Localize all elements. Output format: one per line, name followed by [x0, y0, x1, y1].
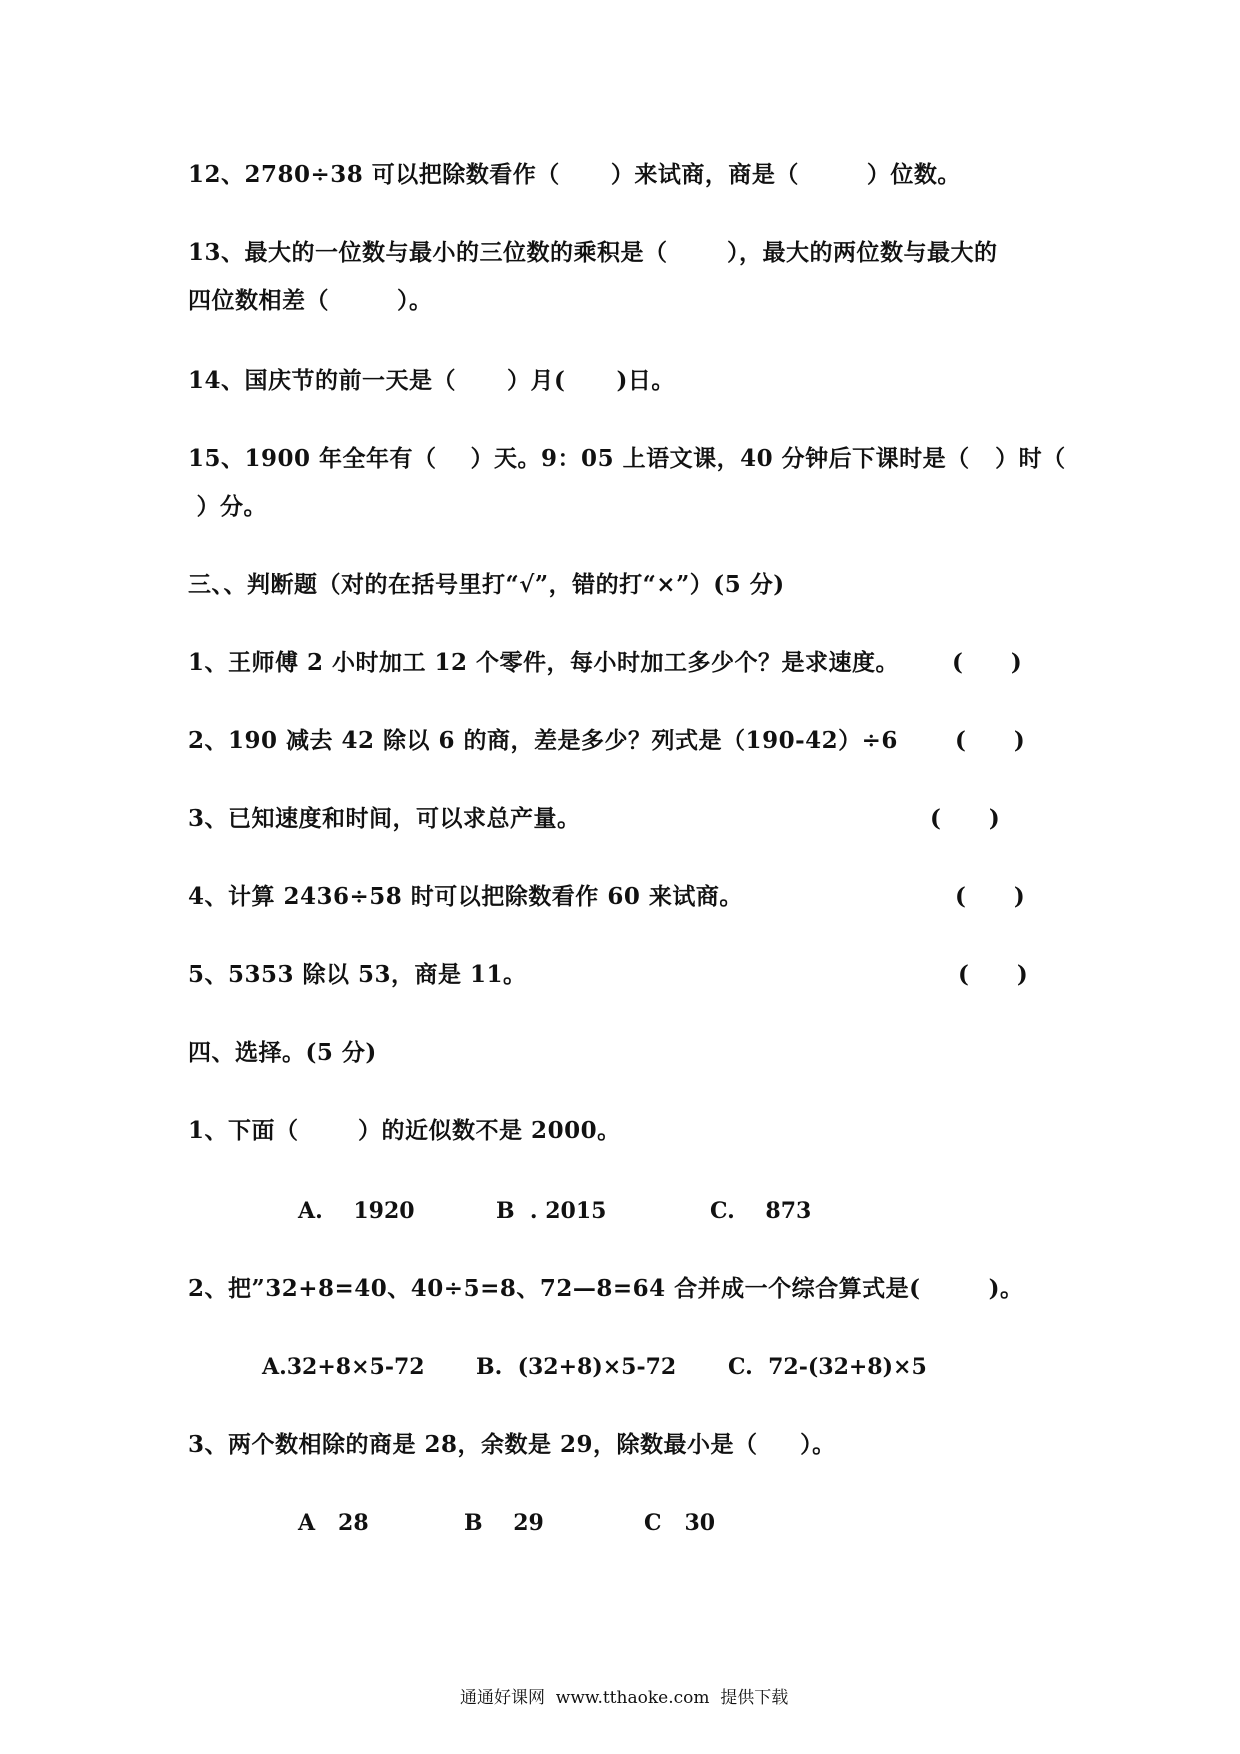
- question-15-line-1: 15、1900 年全年有（ ）天。9：05 上语文课，40 分钟后下课时是（ ）时（: [188, 445, 1066, 472]
- choice-heading: 四、选择。(5 分): [188, 1039, 377, 1066]
- choice-2-option-a: A.32+8×5-72: [262, 1354, 425, 1380]
- judgement-item-4: 4、计算 2436÷58 时可以把除数看作 60 来试商。: [188, 883, 743, 910]
- choice-3-option-b: B 29: [464, 1510, 544, 1536]
- judgement-answer-blank-2: ( ): [955, 727, 1025, 754]
- choice-1-option-b: B . 2015: [496, 1198, 607, 1224]
- question-13-line-1: 13、最大的一位数与最小的三位数的乘积是（ ），最大的两位数与最大的: [188, 239, 998, 266]
- question-14: 14、国庆节的前一天是（ ）月( )日。: [188, 367, 675, 394]
- footer-credit: 通通好课网 www.tthaoke.com 提供下载: [460, 1688, 789, 1708]
- judgement-answer-blank-4: ( ): [955, 883, 1025, 910]
- question-13-line-2: 四位数相差（ ）。: [188, 287, 433, 314]
- judgement-answer-blank-5: ( ): [958, 961, 1028, 988]
- choice-question-2: 2、把”32+8=40、40÷5=8、72—8=64 合并成一个综合算式是( )。: [188, 1275, 1024, 1302]
- judgement-item-3: 3、已知速度和时间，可以求总产量。: [188, 805, 581, 832]
- choice-2-option-c: C. 72-(32+8)×5: [728, 1354, 927, 1380]
- choice-2-option-b: B. (32+8)×5-72: [476, 1354, 677, 1380]
- judgement-item-5: 5、5353 除以 53，商是 11。: [188, 961, 527, 988]
- choice-question-3: 3、两个数相除的商是 28，余数是 29，除数最小是（ ）。: [188, 1431, 836, 1458]
- choice-3-option-a: A 28: [298, 1510, 369, 1536]
- choice-1-option-c: C. 873: [710, 1198, 812, 1224]
- choice-1-option-a: A. 1920: [298, 1198, 415, 1224]
- question-15-line-2: ）分。: [188, 493, 268, 520]
- choice-3-option-c: C 30: [644, 1510, 716, 1536]
- choice-question-1: 1、下面（ ）的近似数不是 2000。: [188, 1117, 621, 1144]
- judgement-heading: 三、、判断题（对的在括号里打“√”，错的打“×”）(5 分): [188, 571, 785, 598]
- question-12: 12、2780÷38 可以把除数看作（ ）来试商，商是（ ）位数。: [188, 161, 961, 188]
- judgement-answer-blank-3: ( ): [930, 805, 1000, 832]
- judgement-item-1: 1、王师傅 2 小时加工 12 个零件，每小时加工多少个？是求速度。: [188, 649, 900, 676]
- judgement-answer-blank-1: ( ): [952, 649, 1022, 676]
- judgement-item-2: 2、190 减去 42 除以 6 的商，差是多少？列式是（190-42）÷6: [188, 727, 898, 754]
